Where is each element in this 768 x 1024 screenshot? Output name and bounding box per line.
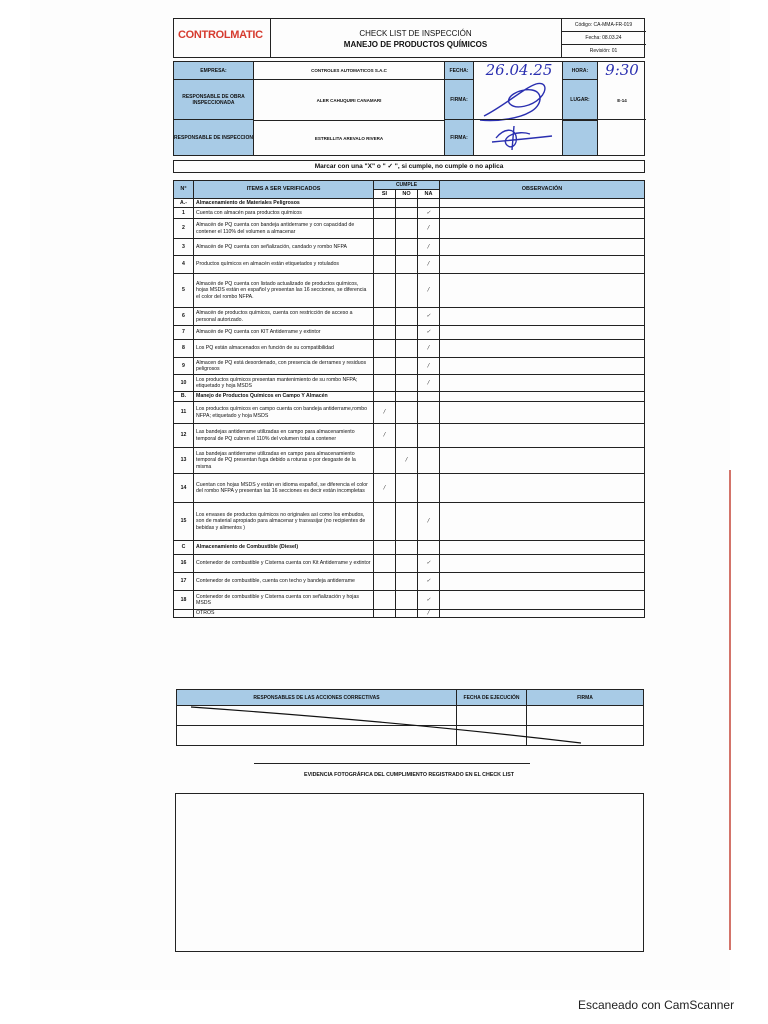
empresa-label: EMPRESA: bbox=[174, 62, 254, 80]
col-cumple: CUMPLE bbox=[374, 181, 440, 190]
row-number: C bbox=[174, 541, 194, 555]
resp-insp-label: RESPONSABLE DE INSPECCION bbox=[174, 120, 254, 155]
resp-obra-value: ALER CAHUQUIRI CANAMARI bbox=[316, 97, 382, 103]
row-item-text: Cuenta con almacén para productos químicos bbox=[194, 208, 374, 219]
table-row bbox=[174, 448, 645, 474]
row-observation bbox=[440, 308, 645, 326]
mark-na: / bbox=[418, 610, 440, 618]
row-item-text: Cuentan con hojas MSDS y están en idioma español, se diferencia el color del rombo NFPA y presentan las 16 secciones es decir están incompletas bbox=[194, 474, 374, 503]
row-observation bbox=[440, 541, 645, 555]
col-fecha-ejecucion: FECHA DE EJECUCIÓN bbox=[457, 690, 527, 706]
mark-no bbox=[396, 340, 418, 358]
row-number: 6 bbox=[174, 308, 194, 326]
instruction-bar: Marcar con una "X" o " ✓ ", si cumple, no cumple o no aplica bbox=[173, 160, 645, 173]
mark-no bbox=[396, 274, 418, 308]
mark-no: / bbox=[396, 448, 418, 474]
mark-si bbox=[374, 503, 396, 541]
strike-line bbox=[186, 703, 586, 745]
row-number: 14 bbox=[174, 474, 194, 503]
col-si: SI bbox=[374, 190, 396, 199]
mark-no bbox=[396, 555, 418, 573]
mark-si bbox=[374, 326, 396, 340]
row-observation bbox=[440, 256, 645, 274]
camscanner-watermark: Escaneado con CamScanner bbox=[578, 998, 735, 1012]
table-row bbox=[174, 610, 645, 618]
row-observation bbox=[440, 199, 645, 208]
row-item-text: OTROS bbox=[194, 610, 374, 618]
row-observation bbox=[440, 474, 645, 503]
mark-no bbox=[396, 610, 418, 618]
row-item-text: Almacen de PQ está desordenado, con presencia de derrames y residuos peligrosos bbox=[194, 358, 374, 375]
row-number: 13 bbox=[174, 448, 194, 474]
row-item-text: Los productos químicos presentan mantenimiento de su rombo NFPA; etiquetado y hoja MSDS bbox=[194, 375, 374, 392]
row-item-text: Contenedor de combustible, cuenta con techo y bandeja antiderrame bbox=[194, 573, 374, 591]
document-header bbox=[173, 18, 645, 58]
mark-na: ✓ bbox=[418, 308, 440, 326]
row-observation bbox=[440, 340, 645, 358]
col-number: N° bbox=[174, 181, 194, 199]
mark-no bbox=[396, 358, 418, 375]
mark-no bbox=[396, 424, 418, 448]
mark-si bbox=[374, 219, 396, 239]
row-observation bbox=[440, 402, 645, 424]
row-number: 11 bbox=[174, 402, 194, 424]
doc-date: Fecha: 08.03.24 bbox=[561, 32, 646, 45]
mark-si bbox=[374, 541, 396, 555]
col-na: NA bbox=[418, 190, 440, 199]
firma-label: FIRMA: bbox=[444, 80, 474, 120]
mark-si: / bbox=[374, 474, 396, 503]
row-item-text: Almacén de PQ cuenta con listado actualizado de productos químicos, hojas MSDS están en español y presentan las 16 secciones, se diferencia el color del rombo NFPA. bbox=[194, 274, 374, 308]
section-row bbox=[174, 541, 645, 555]
lugar-value: E-14 bbox=[617, 97, 627, 103]
doc-revision: Revisión: 01 bbox=[589, 48, 618, 54]
row-observation bbox=[440, 326, 645, 340]
mark-na bbox=[418, 392, 440, 402]
row-number: 15 bbox=[174, 503, 194, 541]
mark-no bbox=[396, 219, 418, 239]
col-observacion: OBSERVACIÓN bbox=[440, 181, 645, 199]
mark-no bbox=[396, 573, 418, 591]
table-row bbox=[174, 503, 645, 541]
table-row bbox=[174, 591, 645, 610]
row-number: 16 bbox=[174, 555, 194, 573]
row-number: 1 bbox=[174, 208, 194, 219]
row-observation bbox=[440, 208, 645, 219]
mark-na bbox=[418, 474, 440, 503]
row-item-text: Los PQ están almacenados en función de su compatibilidad bbox=[194, 340, 374, 358]
table-row bbox=[174, 308, 645, 326]
mark-no bbox=[396, 256, 418, 274]
row-number: A.- bbox=[174, 199, 194, 208]
row-number: 10 bbox=[174, 375, 194, 392]
row-number: 8 bbox=[174, 340, 194, 358]
row-item-text: Almacén de PQ cuenta con KIT Antiderrame y extintor bbox=[194, 326, 374, 340]
mark-no bbox=[396, 326, 418, 340]
mark-si bbox=[374, 340, 396, 358]
row-item-text: Productos químicos en almacén están etiquetados y rotulados bbox=[194, 256, 374, 274]
mark-no bbox=[396, 503, 418, 541]
mark-na bbox=[418, 424, 440, 448]
row-observation bbox=[440, 503, 645, 541]
row-observation bbox=[440, 358, 645, 375]
row-observation bbox=[440, 219, 645, 239]
checklist-table bbox=[173, 180, 645, 681]
row-observation bbox=[440, 375, 645, 392]
mark-si bbox=[374, 573, 396, 591]
corrective-actions-table bbox=[176, 689, 644, 744]
mark-si: / bbox=[374, 402, 396, 424]
row-observation bbox=[440, 424, 645, 448]
mark-si bbox=[374, 392, 396, 402]
mark-na: / bbox=[418, 256, 440, 274]
mark-si bbox=[374, 256, 396, 274]
mark-na: ✓ bbox=[418, 573, 440, 591]
row-item-text: Almacén de PQ cuenta con señalización, candado y rombo NFPA bbox=[194, 239, 374, 256]
evidence-photo-box bbox=[175, 793, 644, 952]
lugar-label: LUGAR: bbox=[562, 80, 598, 120]
row-number: 5 bbox=[174, 274, 194, 308]
row-number: 9 bbox=[174, 358, 194, 375]
mark-na: ✓ bbox=[418, 208, 440, 219]
mark-na bbox=[418, 541, 440, 555]
table-row bbox=[174, 358, 645, 375]
section-row bbox=[174, 199, 645, 208]
row-item-text: Los envases de productos químicos no originales así como los embudos, son de material apropiado para almacenar y trasvasijar (no recipientes de bebidas y alimentos ) bbox=[194, 503, 374, 541]
row-item-text: Las bandejas antiderrame utilizadas en campo para almacenamiento temporal de PQ cubren el 110% del volumen total a contener bbox=[194, 424, 374, 448]
row-observation bbox=[440, 573, 645, 591]
mark-si bbox=[374, 448, 396, 474]
divider bbox=[254, 763, 530, 764]
doc-code: Código: CA-MMA-FR-019 bbox=[561, 19, 646, 32]
row-number: 7 bbox=[174, 326, 194, 340]
mark-si bbox=[374, 555, 396, 573]
table-row bbox=[174, 573, 645, 591]
table-row bbox=[174, 424, 645, 448]
row-observation bbox=[440, 239, 645, 256]
mark-na: ✓ bbox=[418, 555, 440, 573]
row-number bbox=[174, 610, 194, 618]
table-row bbox=[174, 274, 645, 308]
row-item-text: Manejo de Productos Químicos en Campo Y Almacén bbox=[194, 392, 374, 402]
mark-no bbox=[396, 199, 418, 208]
table-row bbox=[174, 256, 645, 274]
mark-na: ✓ bbox=[418, 591, 440, 610]
mark-na bbox=[418, 448, 440, 474]
row-item-text: Las bandejas antiderrame utilizadas en campo para almacenamiento temporal de PQ presentan fuga debido a roturas o por desgaste de la misma bbox=[194, 448, 374, 474]
col-items: ITEMS A SER VERIFICADOS bbox=[194, 181, 374, 199]
mark-na: / bbox=[418, 503, 440, 541]
mark-na: ✓ bbox=[418, 326, 440, 340]
row-number: 4 bbox=[174, 256, 194, 274]
col-responsables: RESPONSABLES DE LAS ACCIONES CORRECTIVAS bbox=[177, 690, 457, 706]
mark-si: / bbox=[374, 424, 396, 448]
mark-si bbox=[374, 208, 396, 219]
row-number: 3 bbox=[174, 239, 194, 256]
row-observation bbox=[440, 591, 645, 610]
mark-no bbox=[396, 208, 418, 219]
mark-na: / bbox=[418, 239, 440, 256]
document-subtitle: MANEJO DE PRODUCTOS QUÍMICOS bbox=[343, 40, 488, 49]
row-number: 18 bbox=[174, 591, 194, 610]
row-item-text: Los productos químicos en campo cuenta con bandeja antiderrame,rombo NFPA; etiquetado y hoja MSDS bbox=[194, 402, 374, 424]
mark-na: / bbox=[418, 358, 440, 375]
company-logo: CONTROLMATIC bbox=[178, 29, 263, 41]
mark-na: / bbox=[418, 274, 440, 308]
table-row bbox=[174, 375, 645, 392]
mark-na: / bbox=[418, 340, 440, 358]
mark-si bbox=[374, 274, 396, 308]
mark-no bbox=[396, 402, 418, 424]
mark-no bbox=[396, 392, 418, 402]
mark-no bbox=[396, 474, 418, 503]
table-row bbox=[174, 340, 645, 358]
row-observation bbox=[440, 555, 645, 573]
fecha-label: FECHA: bbox=[444, 62, 474, 80]
col-firma: FIRMA bbox=[527, 690, 644, 706]
mark-si bbox=[374, 308, 396, 326]
hora-label: HORA: bbox=[562, 62, 598, 80]
table-row bbox=[174, 402, 645, 424]
section-row bbox=[174, 392, 645, 402]
mark-no bbox=[396, 308, 418, 326]
row-item-text: Contenedor de combustible y Cisterna cuenta con Kit Antiderrame y extintor bbox=[194, 555, 374, 573]
fecha-value: 26.04.25 bbox=[485, 61, 553, 79]
mark-si bbox=[374, 199, 396, 208]
row-observation bbox=[440, 274, 645, 308]
row-observation bbox=[440, 392, 645, 402]
firma2-label: FIRMA: bbox=[444, 120, 474, 155]
row-item-text: Contenedor de combustible y Cisterna cuenta con señalización y hojas MSDS bbox=[194, 591, 374, 610]
row-item-text: Almacenamiento de Combustible (Diesel) bbox=[194, 541, 374, 555]
table-row bbox=[174, 474, 645, 503]
mark-no bbox=[396, 375, 418, 392]
empresa-value: CONTROLES AUTOMATICOS S.A.C bbox=[254, 62, 444, 80]
row-item-text: Almacén de productos químicos, cuenta con restricción de acceso a personal autorizado. bbox=[194, 308, 374, 326]
resp-obra-label: RESPONSABLE DE OBRA INSPECCIONADA bbox=[174, 80, 254, 120]
col-no: NO bbox=[396, 190, 418, 199]
row-number: B. bbox=[174, 392, 194, 402]
signature-inspector bbox=[474, 120, 562, 155]
info-grid bbox=[173, 61, 645, 156]
mark-no bbox=[396, 591, 418, 610]
mark-no bbox=[396, 239, 418, 256]
evidence-title: EVIDENCIA FOTOGRÁFICA DEL CUMPLIMIENTO REGISTRADO EN EL CHECK LIST bbox=[304, 772, 514, 778]
page-edge-mark bbox=[729, 470, 731, 950]
mark-na: / bbox=[418, 375, 440, 392]
table-row bbox=[174, 239, 645, 256]
table-row bbox=[174, 219, 645, 239]
table-row bbox=[174, 208, 645, 219]
table-row bbox=[174, 326, 645, 340]
mark-si bbox=[374, 591, 396, 610]
row-number: 2 bbox=[174, 219, 194, 239]
mark-no bbox=[396, 541, 418, 555]
mark-na bbox=[418, 402, 440, 424]
mark-si bbox=[374, 375, 396, 392]
table-row bbox=[174, 555, 645, 573]
hora-value: 9:30 bbox=[605, 61, 639, 79]
blank-label bbox=[562, 120, 598, 155]
row-item-text: Almacén de PQ cuenta con bandeja antiderrame y con capacidad de contener el 110% del volumen a almacenar bbox=[194, 219, 374, 239]
mark-na: / bbox=[418, 219, 440, 239]
row-observation bbox=[440, 448, 645, 474]
row-observation bbox=[440, 610, 645, 618]
document-title: CHECK LIST DE INSPECCIÓN bbox=[359, 29, 472, 38]
resp-insp-value: ESTRELLITA AREVALO RIVERA bbox=[254, 120, 444, 155]
mark-na bbox=[418, 199, 440, 208]
mark-si bbox=[374, 239, 396, 256]
row-item-text: Almacenamiento de Materiales Peligrosos bbox=[194, 199, 374, 208]
row-number: 17 bbox=[174, 573, 194, 591]
mark-si bbox=[374, 610, 396, 618]
mark-si bbox=[374, 358, 396, 375]
row-number: 12 bbox=[174, 424, 194, 448]
